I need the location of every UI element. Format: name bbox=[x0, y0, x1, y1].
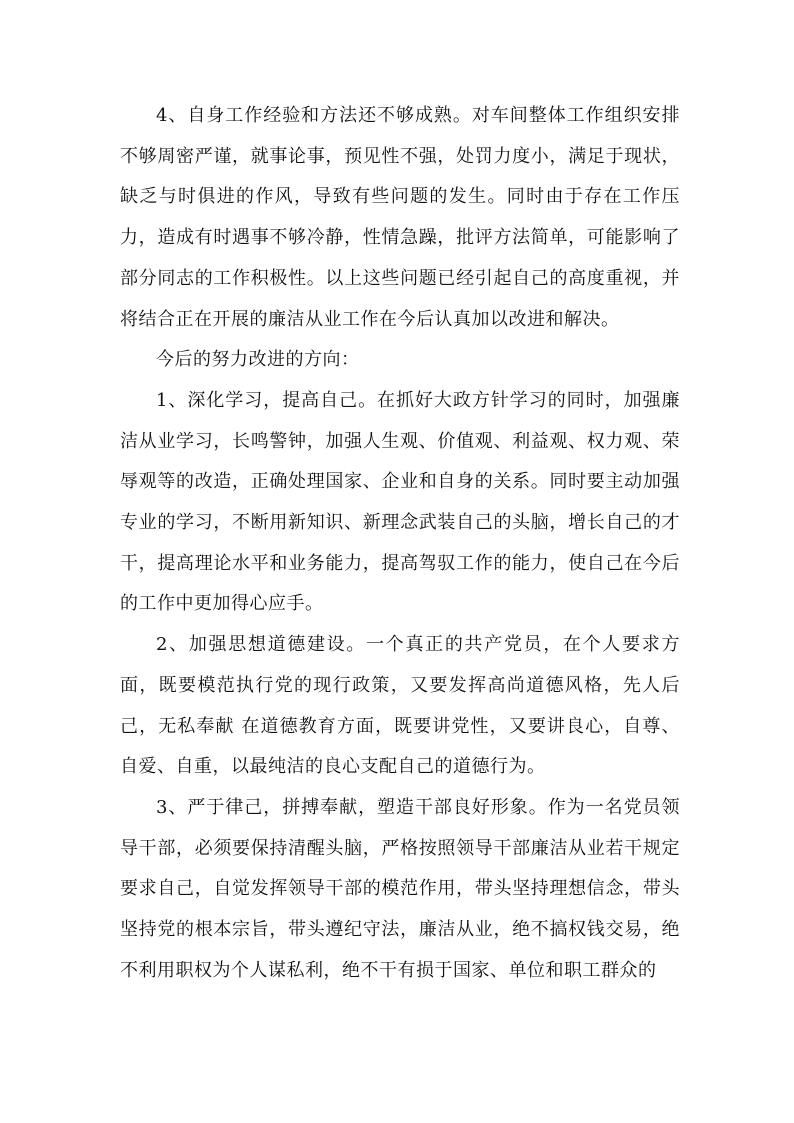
paragraph-point-4: 4、自身工作经验和方法还不够成熟。对车间整体工作组织安排不够周密严谨，就事论事，预见性不强，处罚力度小，满足于现状，缺乏与时俱进的作风，导致有些问题的发生。同时由于存在工作压力，造成有时遇事不够冷静，性情急躁，批评方法简单，可能影响了部分同志的工作积极性。以上这些问题已经引起自己的高度重视，并将结合正在开展的廉洁从业工作在今后认真加以改进和解决。 bbox=[120, 105, 680, 330]
paragraph-improvement-heading: 今后的努力改进的方向： bbox=[156, 349, 360, 371]
paragraph-direction-3: 3、严于律己，拼搏奉献，塑造干部良好形象。作为一名党员领导干部，必须要保持清醒头脑，严格按照领导干部廉洁从业若干规定要求自己，自觉发挥领导干部的模范作用，带头坚持理想信念，带头坚持党的根本宗旨，带头遵纪守法，廉洁从业，绝不搞权钱交易，绝不利用职权为个人谋私利，绝不干有损于国家、单位和职工群众的 bbox=[120, 796, 680, 981]
document-body bbox=[120, 96, 680, 991]
paragraph-direction-1: 1、深化学习，提高自己。在抓好大政方针学习的同时，加强廉洁从业学习，长鸣警钟，加强人生观、价值观、利益观、权力观、荣辱观等的改造，正确处理国家、企业和自身的关系。同时要主动加强专业的学习，不断用新知识、新理念武装自己的头脑，增长自己的才干，提高理论水平和业务能力，提高驾驭工作的能力，使自己在今后的工作中更加得心应手。 bbox=[120, 389, 680, 615]
paragraph-direction-2: 2、加强思想道德建设。一个真正的共产党员，在个人要求方面，既要模范执行党的现行政策，又要发挥高尚道德风格，先人后己，无私奉献 在道德教育方面，既要讲党性，又要讲良心，自尊、自爱、自重，以最纯洁的良心支配自己的道德行为。 bbox=[120, 634, 680, 778]
